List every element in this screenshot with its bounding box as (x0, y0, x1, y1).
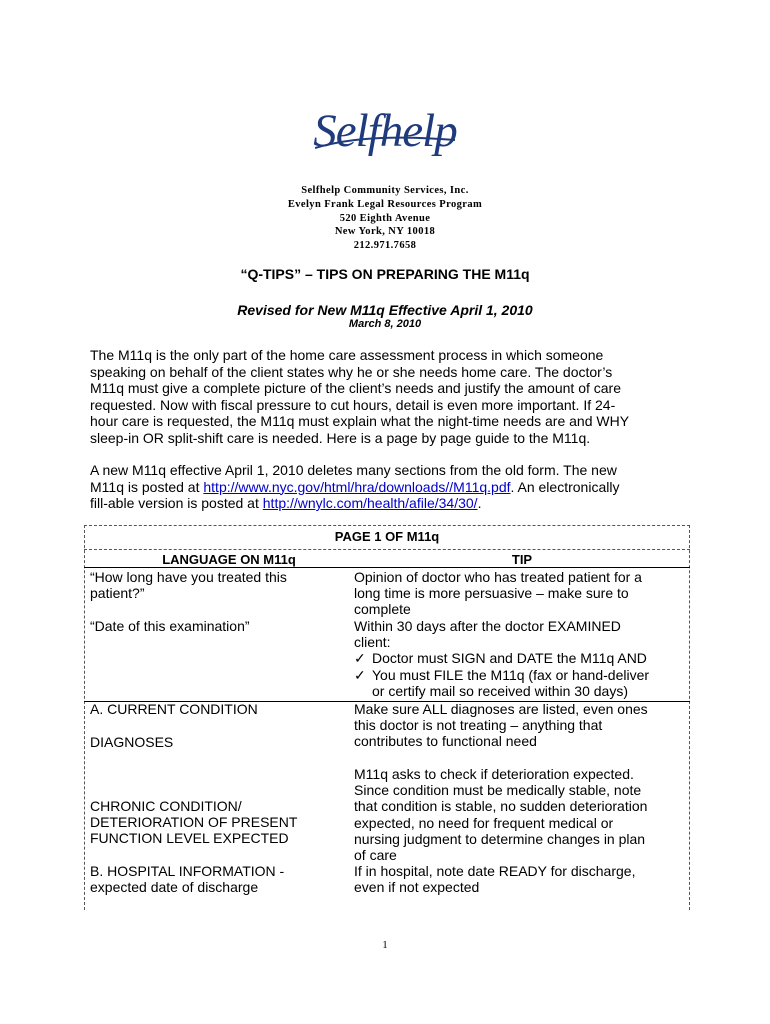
document-title: “Q-TIPS” – TIPS ON PREPARING THE M11q (240, 266, 530, 282)
cell-line: expected, no need for frequent medical or (354, 814, 614, 831)
table-cell-language (90, 798, 297, 847)
table-border-right (689, 525, 690, 910)
cell-line: “How long have you treated this (90, 569, 287, 585)
text: fill-able version is posted at (90, 495, 263, 511)
column-header-language: LANGUAGE ON M11q (162, 552, 296, 567)
cell-line: client: (354, 634, 391, 651)
checklist-item-continuation: or certify mail so received within 30 days) (372, 682, 628, 699)
org-program: Evelyn Frank Legal Resources Program (287, 198, 483, 210)
cell-line: FUNCTION LEVEL EXPECTED (90, 830, 289, 847)
table-cell-language: “Date of this examination” (90, 618, 250, 634)
checklist-item: ✓ Doctor must SIGN and DATE the M11q AND (354, 650, 649, 666)
organization-address (0, 184, 770, 253)
cell-line: If in hospital, note date READY for discharge, (354, 863, 636, 879)
table-cell-tip (354, 701, 648, 750)
org-city: New York, NY 10018 (334, 226, 436, 238)
text: . An electronically (510, 478, 620, 495)
cell-line: expected date of discharge (90, 879, 259, 896)
cell-line: long time is more persuasive – make sure to (354, 585, 629, 602)
cell-line: patient?” (90, 585, 145, 602)
new-form-line (90, 479, 690, 496)
intro-line: requested. Now with fiscal pressure to cut hours, detail is even more important. If 24- (90, 396, 616, 413)
table-cell-tip (354, 863, 635, 895)
org-name: Selfhelp Community Services, Inc. (301, 185, 469, 196)
cell-line: M11q asks to check if deterioration expected. (354, 766, 634, 782)
table-caption: PAGE 1 OF M11q (334, 529, 440, 544)
page-number: 1 (382, 939, 388, 951)
table-border-top (84, 525, 690, 526)
document-date: March 8, 2010 (348, 318, 422, 330)
cell-line: contributes to functional need (354, 733, 537, 750)
cell-line: that condition is stable, no sudden deterioration (354, 798, 648, 815)
cell-line: complete (354, 601, 411, 618)
document-subtitle: Revised for New M11q Effective April 1, 2010 (237, 302, 533, 318)
new-form-line (90, 495, 690, 512)
logo-text: Selfhelp (313, 105, 457, 157)
table-cell-tip (354, 766, 647, 863)
table-cell-tip (354, 618, 649, 699)
cell-line: nursing judgment to determine changes in plan (354, 830, 646, 847)
logo-swash-icon (315, 134, 455, 150)
table-cell-language (90, 863, 284, 895)
table-divider-caption (84, 549, 690, 550)
text: M11q is posted at (90, 478, 204, 495)
m11q-pdf-link[interactable]: http://www.nyc.gov/html/hra/downloads//M11q.pdf (203, 478, 511, 495)
table-cell-language: A. CURRENT CONDITION (90, 701, 258, 717)
cell-line: of care (354, 847, 397, 864)
checklist-item: ✓ You must FILE the M11q (fax or hand-deliver (354, 667, 649, 683)
cell-line: CHRONIC CONDITION/ (90, 798, 242, 814)
cell-line: even if not expected (354, 879, 480, 896)
intro-line: The M11q is the only part of the home care assessment process in which someone (90, 347, 604, 363)
new-form-line: A new M11q effective April 1, 2010 deletes many sections from the old form. The new (90, 462, 617, 478)
fillable-form-link[interactable]: http://wnylc.com/health/afile/34/30/ (262, 495, 478, 511)
cell-line: B. HOSPITAL INFORMATION - (90, 863, 285, 879)
intro-line: sleep-in OR split-shift care is needed. Here is a page by page guide to the M11q. (90, 429, 591, 446)
org-phone: 212.971.7658 (353, 240, 417, 252)
cell-line: Since condition must be medically stable, note (354, 782, 642, 799)
org-street: 520 Eighth Avenue (339, 212, 431, 224)
intro-line: M11q must give a complete picture of the client’s needs and justify the amount of care (90, 380, 621, 396)
table-cell-tip (354, 569, 642, 618)
cell-line: Make sure ALL diagnoses are listed, even ones (354, 701, 648, 717)
text: . (477, 495, 482, 511)
table-cell-language: DIAGNOSES (90, 734, 174, 750)
cell-line: Opinion of doctor who has treated patient for a (354, 569, 642, 585)
new-form-paragraph (90, 462, 690, 512)
table-border-left (84, 525, 85, 910)
selfhelp-logo (313, 106, 456, 156)
intro-line: hour care is requested, the M11q must explain what the night-time needs are and WHY (90, 413, 630, 429)
intro-paragraph (90, 347, 690, 446)
intro-line: speaking on behalf of the client states why he or she needs home care. The doctor’s (90, 363, 613, 380)
cell-line: Within 30 days after the doctor EXAMINED (354, 618, 621, 634)
logo (0, 106, 770, 156)
column-header-tip: TIP (511, 552, 533, 567)
cell-line: this doctor is not treating – anything that (354, 717, 603, 734)
table-cell-language (90, 569, 287, 601)
cell-line: DETERIORATION OF PRESENT (90, 814, 298, 831)
